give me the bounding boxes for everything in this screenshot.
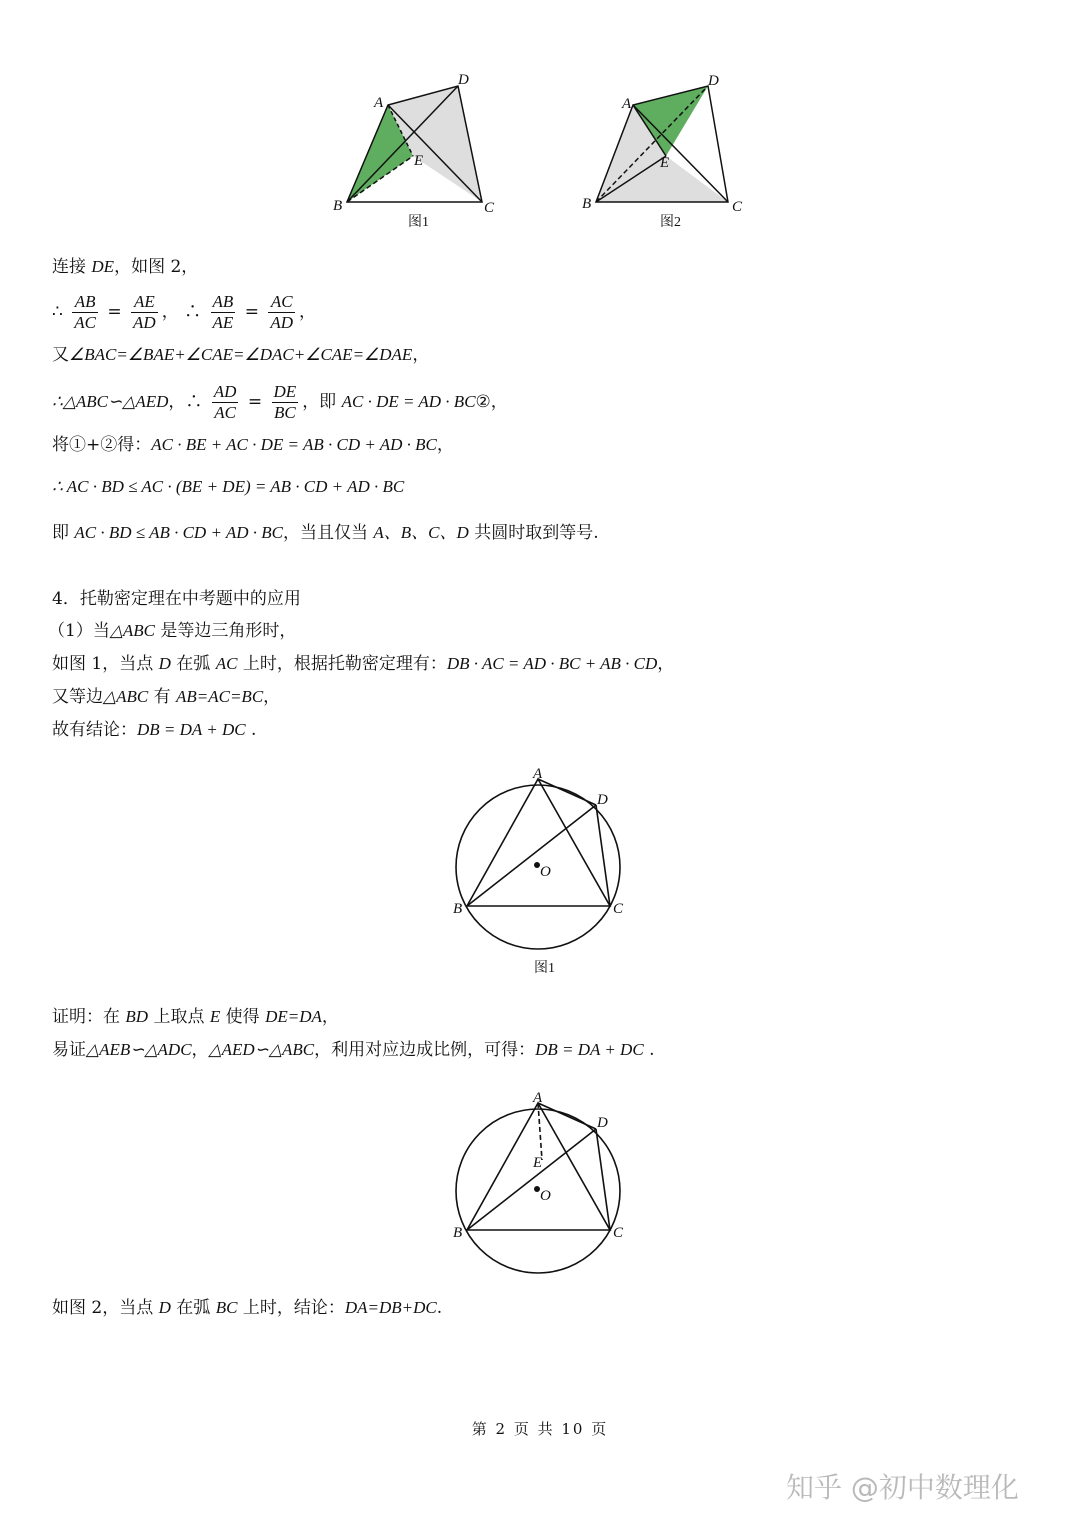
figure-caption: 图2 xyxy=(660,215,681,230)
label-C: C xyxy=(613,1225,624,1241)
label-D: D xyxy=(708,73,719,89)
label-A: A xyxy=(622,96,632,112)
section-heading: 4．托勒密定理在中考题中的应用 xyxy=(52,589,301,609)
label-B: B xyxy=(453,1225,463,1241)
label-C: C xyxy=(732,199,743,215)
label-A: A xyxy=(374,95,384,111)
text-case-2: 如图 2，当点 D 在弧 BC 上时，结论：DA=DB+DC. xyxy=(52,1298,443,1318)
figure-caption: 图1 xyxy=(534,961,555,976)
label-E: E xyxy=(660,155,670,171)
text-angle-equality: 又∠BAC=∠BAE+∠CAE=∠DAC+∠CAE=∠DAE， xyxy=(52,345,430,365)
text-proof-similarity: 易证△AEB∽△ADC，△AED∽△ABC，利用对应边成比例，可得：DB = DA + DC . xyxy=(52,1040,655,1060)
figure-quad-2 xyxy=(578,70,758,230)
text-equilateral: 又等边△ABC 有 AB=AC=BC， xyxy=(52,687,281,707)
text-ratio-equalities: ∴ $\frac{AB}{AC}$ = $\frac{AE}{AD}$ ， ∴ $\frac{AB}{AE}$ = $\frac{AC}{AD}$ ， xyxy=(52,292,317,332)
label-D: D xyxy=(597,792,608,808)
figure-circle-2 xyxy=(440,1084,640,1284)
text-ptolemy-statement: 如图 1，当点 D 在弧 AC 上时，根据托勒密定理有：DB · AC = AD · BC + AB · CD， xyxy=(52,654,675,674)
figure-circle-1 xyxy=(440,760,640,980)
label-B: B xyxy=(582,196,592,212)
text-case-1: （1）当△ABC 是等边三角形时， xyxy=(48,621,297,641)
text-conclusion: 即 AC · BD ≤ AB · CD + AD · BC，当且仅当 A、B、C、D 共圆时取到等号. xyxy=(52,523,599,543)
text-sum-equation: 将①+②得：AC · BE + AC · DE = AB · CD + AD · BC， xyxy=(52,435,454,455)
watermark: 知乎 @初中数理化 xyxy=(786,1471,1019,1504)
label-D: D xyxy=(597,1115,608,1131)
figure-quad-1 xyxy=(330,70,510,230)
text-inequality: ∴ AC · BD ≤ AC · (BE + DE) = AB · CD + AD · BC xyxy=(52,477,405,496)
label-A: A xyxy=(533,1090,543,1106)
label-O: O xyxy=(540,864,551,880)
label-O: O xyxy=(540,1188,551,1204)
label-B: B xyxy=(333,198,343,214)
text-similar-triangles: ∴△ABC∽△AED，∴ $\frac{AD}{AC}$ = $\frac{DE}{BC}$ ，即 AC · DE = AD · BC②， xyxy=(52,382,508,422)
text-proof-construction: 证明：在 BD 上取点 E 使得 DE=DA， xyxy=(52,1007,339,1027)
label-C: C xyxy=(613,901,624,917)
label-A: A xyxy=(533,766,543,782)
label-D: D xyxy=(458,72,469,88)
text-connect-de: 连接 DE，如图 2， xyxy=(52,257,199,277)
label-C: C xyxy=(484,200,495,216)
label-B: B xyxy=(453,901,463,917)
label-E: E xyxy=(414,153,424,169)
text-result-1: 故有结论：DB = DA + DC . xyxy=(52,720,257,740)
label-E: E xyxy=(533,1155,543,1171)
page-footer: 第 2 页 共 10 页 xyxy=(471,1420,609,1438)
figure-caption: 图1 xyxy=(408,215,429,230)
